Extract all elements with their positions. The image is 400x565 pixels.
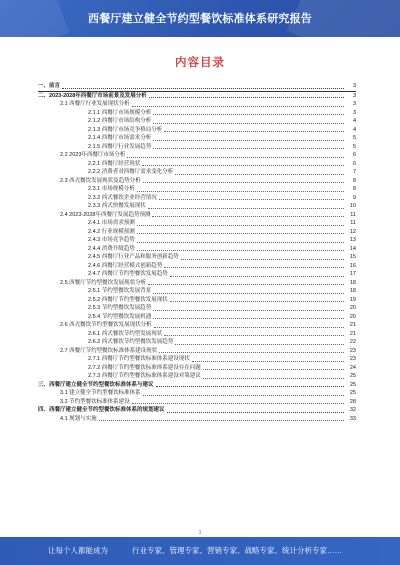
toc-entry-title: 4.1 规划与实施	[60, 415, 97, 422]
toc-leader-dots	[164, 334, 344, 336]
toc-entry-title: 2.7.1 西餐厅节约型餐饮标准体系建设现状	[88, 356, 190, 362]
toc-entry-page: 8	[352, 177, 356, 184]
toc-entry-title: 2.6.2 西式餐饮节约型餐饮发展趋势	[88, 339, 174, 345]
toc-entry[interactable]	[38, 338, 356, 347]
toc-entry[interactable]	[38, 279, 356, 288]
toc-leader-dots	[132, 402, 344, 404]
toc-leader-dots	[164, 266, 344, 268]
toc-entry[interactable]	[38, 82, 356, 91]
toc-entry-page: 25	[349, 381, 356, 388]
toc-entry-title: 2.5.3 节约型餐饮发展趋势	[88, 305, 152, 311]
toc-leader-dots	[153, 122, 344, 124]
toc-entry-title: 2.5.2 西餐厅节约型餐饮发展现状	[88, 296, 168, 303]
toc-entry[interactable]	[38, 262, 356, 271]
toc-entry-title: 二、2023-2028年西餐厅市场前景及发展分析	[38, 92, 147, 99]
toc-entry[interactable]	[38, 151, 356, 160]
toc-entry-title: 3.1 建立健全节约型餐饮标准体系	[60, 390, 141, 396]
toc-entry-page: 4	[352, 126, 356, 133]
toc-entry-page: 18	[349, 288, 356, 294]
toc-entry-page: 3	[352, 101, 356, 107]
toc-entry-title: 2.3 西式餐饮发展现状及趋势分析	[60, 177, 141, 184]
toc-entry-page: 16	[349, 262, 356, 269]
toc-leader-dots	[181, 258, 344, 260]
table-of-contents	[38, 82, 356, 423]
toc-entry-page: 24	[349, 364, 356, 371]
footer-roles: 行业专家、管理专家、营销专家、战略专家、统计分析专家……	[132, 546, 342, 555]
toc-leader-dots	[127, 156, 344, 158]
toc-entry[interactable]	[38, 372, 356, 381]
toc-entry[interactable]	[38, 185, 356, 194]
toc-leader-dots	[143, 394, 344, 396]
toc-entry[interactable]	[38, 389, 356, 398]
toc-entry-page: 3	[352, 109, 356, 116]
toc-entry[interactable]	[38, 296, 356, 305]
toc-entry-title: 2.1.2 西餐厅市场结构分析	[88, 118, 152, 124]
toc-leader-dots	[175, 173, 344, 175]
toc-leader-dots	[203, 377, 344, 379]
toc-entry-title: 三、西餐厅建立健全节约型餐饮标准体系与建议	[38, 381, 154, 388]
toc-entry[interactable]	[38, 406, 356, 415]
toc-leader-dots	[62, 87, 344, 89]
toc-entry-page: 23	[349, 347, 356, 354]
toc-leader-dots	[153, 139, 344, 141]
toc-entry-page: 3	[352, 92, 356, 99]
toc-entry-page: 21	[349, 330, 356, 337]
toc-entry-page: 10	[349, 203, 356, 209]
toc-entry-title: 2.5 西餐厅节约型餐饮发展现状分析	[60, 279, 147, 286]
toc-entry-title: 2.2.1 西餐厅经营现状	[88, 160, 141, 167]
toc-entry[interactable]	[38, 321, 356, 330]
toc-entry-title: 2.6.1 西式餐饮节约型发展现状	[88, 330, 163, 337]
toc-leader-dots	[175, 343, 344, 345]
toc-entry-page: 7	[352, 169, 356, 175]
toc-entry-title: 2.4.6 西餐厅经营模式创新趋势	[88, 262, 163, 269]
toc-entry-title: 2.7.3 西餐厅节约型餐饮标准体系建设对策建议	[88, 373, 201, 379]
toc-entry[interactable]	[38, 304, 356, 313]
toc-entry-title: 2.3.3 西式快餐发展现状	[88, 203, 146, 209]
toc-entry[interactable]	[38, 117, 356, 126]
toc-entry-page: 5	[352, 135, 356, 141]
toc-entry[interactable]	[38, 313, 356, 322]
toc-entry-page: 19	[349, 296, 356, 303]
toc-leader-dots	[137, 224, 344, 226]
toc-entry[interactable]	[38, 211, 356, 220]
toc-leader-dots	[148, 283, 344, 285]
toc-entry-title: 2.1.3 西餐厅市场竞争格局分析	[88, 126, 163, 133]
toc-entry-title: 2.4.5 西餐厅行业产品和服务创新趋势	[88, 254, 179, 260]
toc-entry-title: 2.4.3 市场竞争趋势	[88, 237, 135, 243]
toc-entry-page: 12	[349, 228, 356, 235]
toc-entry[interactable]	[38, 364, 356, 373]
toc-leader-dots	[170, 275, 344, 277]
toc-entry-page: 23	[349, 356, 356, 362]
toc-entry-page: 8	[352, 186, 356, 192]
footer-slogan: 让每个人都能成为	[48, 546, 108, 555]
toc-entry[interactable]	[38, 134, 356, 143]
toc-entry[interactable]	[38, 287, 356, 296]
toc-entry[interactable]	[38, 228, 356, 237]
toc-entry[interactable]	[38, 236, 356, 245]
toc-leader-dots	[167, 411, 344, 413]
toc-entry-title: 2.6 西式餐饮节约型餐饮发展现状分析	[60, 322, 152, 328]
toc-entry-page: 13	[349, 237, 356, 243]
toc-entry-title: 四、西餐厅建立健全节约型餐饮标准体系的规划建议	[38, 407, 165, 413]
toc-entry-title: 2.4.1 市场需求预测	[88, 220, 135, 226]
toc-entry-page: 6	[352, 152, 356, 158]
toc-entry-page: 15	[349, 254, 356, 260]
toc-entry[interactable]	[38, 398, 356, 407]
toc-entry[interactable]	[38, 177, 356, 186]
toc-leader-dots	[142, 164, 344, 166]
toc-entry-page: 28	[349, 398, 356, 405]
toc-entry[interactable]	[38, 381, 356, 390]
toc-entry-page: 6	[352, 160, 356, 167]
toc-entry-page: 22	[349, 339, 356, 345]
toc-entry[interactable]	[38, 347, 356, 356]
toc-entry-title: 2.7 西餐厅节约型餐饮标准体系建设现状	[60, 347, 158, 354]
toc-entry-page: 21	[349, 322, 356, 328]
toc-entry-page: 14	[349, 245, 356, 252]
toc-entry-title: 2.4.2 行业规模预测	[88, 228, 135, 235]
toc-entry-page: 11	[350, 220, 356, 226]
toc-entry-title: 2.1 西餐厅行业发展现状分析	[60, 101, 130, 107]
toc-entry[interactable]	[38, 219, 356, 228]
toc-entry-page: 17	[349, 271, 356, 277]
toc-entry[interactable]	[38, 253, 356, 262]
toc-leader-dots	[170, 300, 344, 302]
toc-leader-dots	[137, 232, 344, 234]
toc-entry-title: 2.4.4 消费升级趋势	[88, 245, 135, 252]
toc-entry-title: 2.1.4 西餐厅市场需求分析	[88, 135, 152, 141]
toc-entry-page: 5	[352, 143, 356, 150]
toc-leader-dots	[154, 326, 344, 328]
toc-entry-page: 4	[352, 118, 356, 124]
toc-entry-title: 2.3.2 西式餐饮企业经营情况	[88, 194, 157, 201]
toc-entry-page: 20	[349, 305, 356, 311]
toc-entry-title: 2.2 2023年西餐厅市场分析	[60, 152, 126, 158]
toc-entry-title: 2.3.1 市场规模分析	[88, 186, 135, 192]
toc-entry-title: 2.5.4 节约型餐饮发展机遇	[88, 313, 152, 320]
toc-entry-title: 2.4.7 西餐厅节约型餐饮发展趋势	[88, 271, 168, 277]
toc-leader-dots	[137, 249, 344, 251]
toc-entry[interactable]	[38, 202, 356, 211]
toc-leader-dots	[159, 351, 344, 353]
toc-entry[interactable]	[38, 194, 356, 203]
toc-entry-title: 一、前言	[38, 83, 61, 89]
toc-entry-title: 2.1.5 西餐厅行业发展趋势	[88, 143, 152, 150]
toc-entry[interactable]	[38, 330, 356, 339]
toc-entry-page: 32	[349, 407, 356, 413]
toc-entry[interactable]	[38, 109, 356, 118]
toc-leader-dots	[99, 419, 344, 421]
toc-entry-title: 2.4 2023-2028年西餐厅发展趋势预测	[60, 211, 151, 218]
toc-entry[interactable]	[38, 355, 356, 364]
toc-entry-title: 2.1.1 西餐厅市场规模分析	[88, 109, 152, 116]
toc-leader-dots	[159, 198, 344, 200]
toc-leader-dots	[164, 130, 344, 132]
toc-leader-dots	[156, 385, 344, 387]
toc-leader-dots	[153, 113, 344, 115]
page-number: 1	[198, 530, 202, 536]
toc-leader-dots	[153, 292, 344, 294]
toc-leader-dots	[192, 360, 344, 362]
toc-entry-page: 20	[349, 313, 356, 320]
toc-entry-page: 33	[349, 415, 356, 422]
toc-entry[interactable]	[38, 415, 356, 424]
toc-heading: 内容目录	[175, 57, 225, 69]
toc-entry-page: 18	[349, 279, 356, 286]
report-header	[0, 0, 400, 37]
toc-entry[interactable]	[38, 270, 356, 279]
toc-leader-dots	[137, 190, 344, 192]
toc-entry-title: 2.7.2 西餐厅节约型餐饮标准体系建设存在问题	[88, 364, 201, 371]
toc-entry[interactable]	[38, 245, 356, 254]
toc-leader-dots	[148, 207, 344, 209]
toc-entry[interactable]	[38, 91, 356, 101]
toc-leader-dots	[152, 215, 344, 217]
toc-leader-dots	[143, 181, 344, 183]
toc-entry-page: 3	[352, 83, 356, 89]
toc-entry-page: 25	[349, 373, 356, 379]
toc-leader-dots	[153, 317, 344, 319]
toc-entry[interactable]	[38, 100, 356, 109]
toc-entry[interactable]	[38, 168, 356, 177]
toc-leader-dots	[203, 368, 344, 370]
report-footer	[0, 537, 400, 565]
toc-entry-page: 9	[352, 194, 356, 201]
toc-entry-page: 25	[349, 390, 356, 396]
report-title: 西餐厅建立健全节约型餐饮标准体系研究报告	[88, 13, 312, 25]
toc-leader-dots	[149, 96, 344, 98]
toc-entry[interactable]	[38, 143, 356, 152]
toc-entry[interactable]	[38, 160, 356, 169]
toc-entry-title: 2.5.1 节约型餐饮发展背景	[88, 288, 152, 294]
toc-entry-page: 11	[350, 211, 356, 218]
toc-leader-dots	[137, 241, 344, 243]
toc-leader-dots	[153, 309, 344, 311]
toc-leader-dots	[132, 105, 344, 107]
toc-entry-title: 3.2 节约型餐饮标准体系建设	[60, 398, 130, 405]
toc-entry-title: 2.2.2 消费者对西餐厅需求变化分析	[88, 169, 174, 175]
toc-entry[interactable]	[38, 126, 356, 135]
toc-leader-dots	[153, 147, 344, 149]
